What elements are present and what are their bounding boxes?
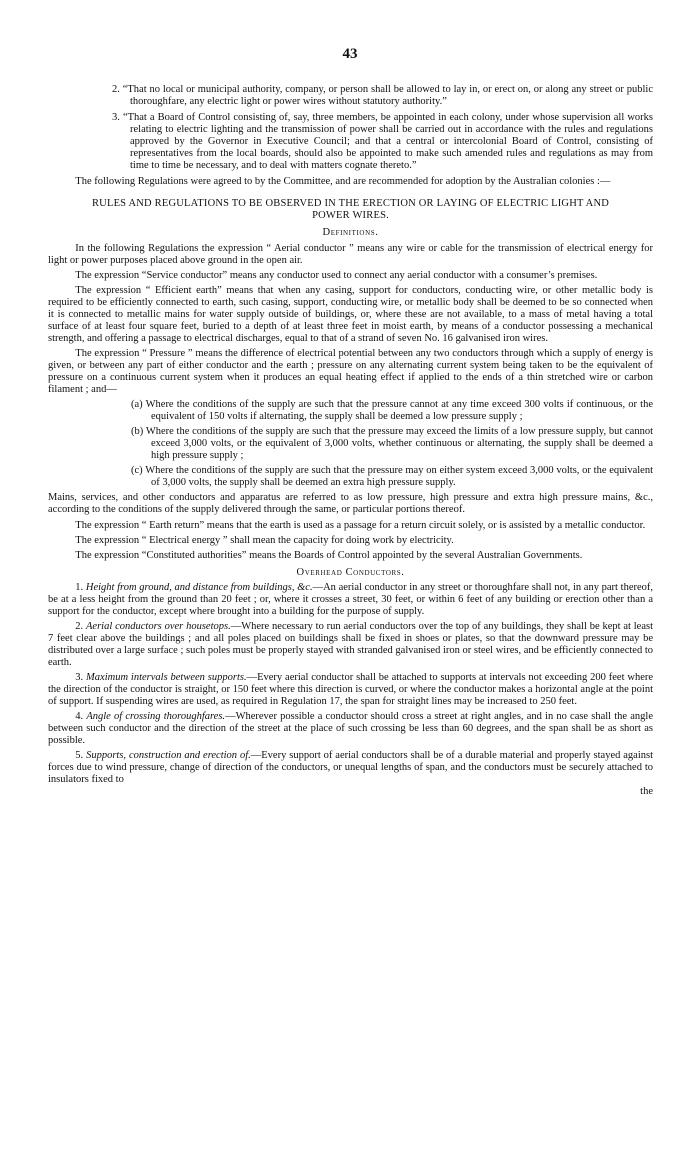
regulation-5-title: Supports, construction and erection of. — [86, 750, 251, 762]
regulation-4 — [48, 711, 653, 747]
regulation-4-number: 4. — [75, 711, 84, 723]
regulation-4-title: Angle of crossing thoroughfares. — [86, 711, 226, 723]
resolution-item-3: 3. “That a Board of Control consisting of, say, three members, be appointed in each colony, under whose supervision all works relating to electric lighting and the transmission of power shall be carried out in accordance with the rules and regulations approved by the Governor in Executive Council; and that a central or intercolonial Board of Control, consisting of representatives from the local boards, should also be appointed to make such amended rules and regulations as may from time to time be necessary, and to deal with matters cognate thereto.” — [112, 112, 653, 172]
definition-efficient-earth: The expression “ Efficient earth” means that when any casing, support for conductors, conducting wire, or other metallic body is required to be efficiently connected to earth, such casing, support, conducting wire, or metallic body shall be deemed to be so connected when it is connected to metallic mains for water supply outside of buildings, or, where these are not available, to a mass of metal having a total surface of at least four square feet, buried to a depth of at least three feet in moist earth, by means of a conductor possessing a mechanical strength, and offering a passage to electrical discharges, equal to that of a strand of seven No. 16 galvanised iron wires. — [48, 284, 653, 344]
regulation-3-title: Maximum intervals between supports. — [86, 672, 247, 684]
regulation-2-number: 2. — [75, 620, 84, 632]
regulation-3-text: —Every aerial conductor shall be attached to supports at intervals not exceeding 200 feet where the direction of the conductor is straight, or 150 feet where this direction is curved, or where the conductor makes a horizontal angle at the point of support. If suspending wires are used, as required in Regulation 17, the span for straight lines may be increased to 250 feet. — [48, 672, 654, 708]
rules-heading: RULES AND REGULATIONS TO BE OBSERVED IN THE ERECTION OR LAYING OF ELECTRIC LIGHT AND POWER WIRES. — [91, 198, 610, 222]
definition-electrical-energy: The expression “ Electrical energy ” shall mean the capacity for doing work by electricity. — [75, 534, 454, 546]
regulation-4-text: —Wherever possible a conductor should cross a street at right angles, and in no case shall the angle between such conductor and the direction of the street at the place of such crossing be less than 60 degrees, and the span shall be as short as possible. — [48, 711, 653, 747]
adoption-paragraph: The following Regulations were agreed to by the Committee, and are recommended for adoption by the Australian colonies :— — [75, 176, 611, 188]
catchword: the — [640, 786, 653, 798]
regulation-5-text: —Every support of aerial conductors shall be of a durable material and properly stayed against forces due to wind pressure, change of direction of the conductors, or unequal lengths of span, and the conductors must be securely attached to insulators fixed to — [48, 750, 654, 786]
pressure-clause-c: (c) Where the conditions of the supply are such that the pressure may on either system exceed 3,000 volts, or the equivalent of 3,000 volts, the supply shall be deemed an extra high pressure supply. — [131, 465, 653, 489]
page-number: 43 — [342, 46, 358, 62]
definition-aerial-conductor: In the following Regulations the expression “ Aerial conductor ” means any wire or cable for the transmission of electrical energy for light or power purposes placed above ground in the open air. — [48, 242, 653, 266]
regulation-2-text: —Where necessary to run aerial conductors over the top of any buildings, they shall be kept at least 7 feet clear above the buildings ; and all poles placed on buildings shall be fixed in shoes or plates, so that the downward pressure may be distributed over a large surface ; such poles must be properly stayed with stranded galvanised iron or steel wires, and be efficiently connected to earth. — [48, 620, 654, 668]
pressure-clause-b: (b) Where the conditions of the supply are such that the pressure may exceed the limits of a low pressure supply, but cannot exceed 3,000 volts, or the equivalent of 3,000 volts, whether continuous or alternating, the supply shall be deemed a high pressure supply ; — [131, 426, 653, 462]
definition-service-conductor: The expression “Service conductor” means any conductor used to connect any aerial conductor with a consumer’s premises. — [75, 269, 598, 281]
regulation-2-title: Aerial conductors over housetops. — [86, 620, 231, 632]
regulation-5 — [48, 750, 653, 786]
definitions-heading: Definitions. — [322, 227, 379, 239]
regulation-1-number: 1. — [75, 581, 84, 593]
definition-constituted-authorities: The expression “Constituted authorities” means the Boards of Control appointed by the several Australian Governments. — [75, 549, 583, 561]
definition-pressure: The expression “ Pressure ” means the difference of electrical potential between any two conductors through which a supply of energy is given, or between any part of either conductor and the earth ; pressure on any alternating current system being taken to be the equivalent of pressure on a continuous current system when it produces an equal heating effect if applied to the ends of a thin stretched wire or carbon filament ; and— — [48, 347, 653, 396]
overhead-conductors-heading: Overhead Conductors. — [296, 566, 405, 578]
regulation-1-text: —An aerial conductor in any street or thoroughfare shall not, in any part thereof, be at a less height from the ground than 20 feet ; or, where it crosses a street, 30 feet, or within 6 feet of any building or erection other than a support for the conductor, except where brought into a building for the purpose of supply. — [48, 581, 654, 617]
document-body — [48, 84, 653, 798]
pressure-clause-a: (a) Where the conditions of the supply are such that the pressure cannot at any time exceed 300 volts if continuous, or the equivalent of 150 volts if alternating, the supply shall be deemed a low pressure supply ; — [131, 399, 653, 423]
regulation-5-number: 5. — [75, 750, 84, 762]
mains-paragraph: Mains, services, and other conductors and apparatus are referred to as low pressure, high pressure and extra high pressure mains, &c., according to the conditions of the supply delivered through the same, or particular portions thereof. — [48, 492, 653, 516]
regulation-1 — [48, 582, 653, 618]
regulation-3 — [48, 672, 653, 708]
resolution-item-2: 2. “That no local or municipal authority, company, or person shall be allowed to lay in, or erect on, or along any street or public thoroughfare, any electric light or power wires without statutory authority.” — [112, 84, 653, 108]
regulation-3-number: 3. — [75, 672, 84, 684]
definition-earth-return: The expression “ Earth return” means that the earth is used as a passage for a return circuit solely, or is assisted by a metallic conductor. — [75, 519, 646, 531]
regulation-2 — [48, 621, 653, 669]
regulation-1-title: Height from ground, and distance from buildings, &c. — [85, 581, 313, 593]
